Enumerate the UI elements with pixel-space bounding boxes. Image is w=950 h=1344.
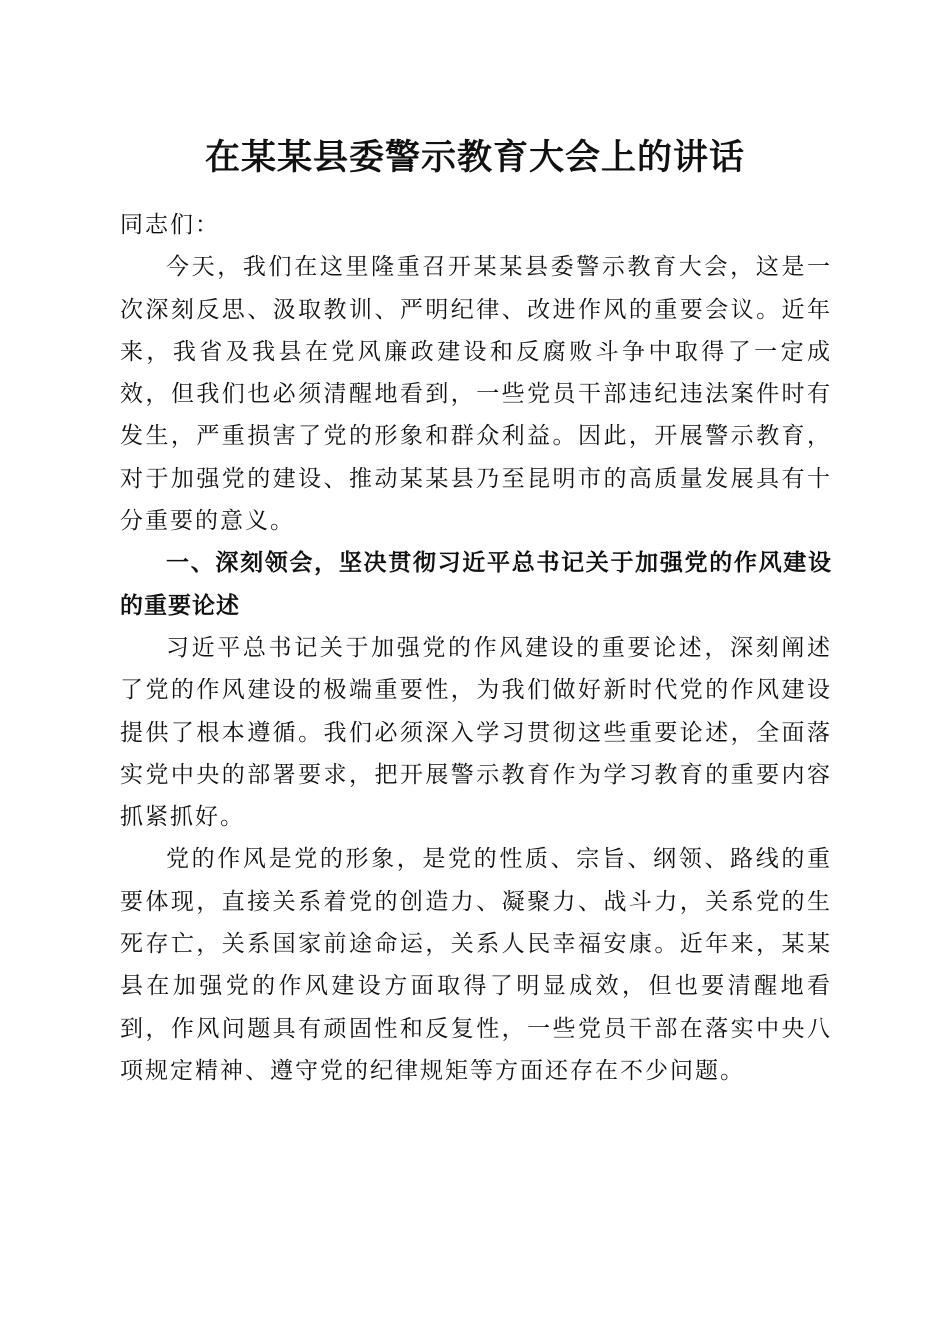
document-title: 在某某县委警示教育大会上的讲话 <box>204 137 745 178</box>
salutation: 同志们： <box>120 212 220 238</box>
document-body <box>120 204 832 1092</box>
paragraph-important-expositions: 习近平总书记关于加强党的作风建设的重要论述，深刻阐述了党的作风建设的极端重要性，为我们做好新时代党的作风建设提供了根本遵循。我们必须深入学习贯彻这些重要论述，全面落实党中央的部署要求，把开展警示教育作为学习教育的重要内容抓紧抓好。 <box>120 634 832 831</box>
paragraph-opening: 今天，我们在这里隆重召开某某县委警示教育大会，这是一次深刻反思、汲取教训、严明纪律、改进作风的重要会议。近年来，我省及我县在党风廉政建设和反腐败斗争中取得了一定成效，但我们也必须清醒地看到，一些党员干部违纪违法案件时有发生，严重损害了党的形象和群众利益。因此，开展警示教育，对于加强党的建设、推动某某县乃至昆明市的高质量发展具有十分重要的意义。 <box>120 254 832 535</box>
paragraph-party-style: 党的作风是党的形象，是党的性质、宗旨、纲领、路线的重要体现，直接关系着党的创造力、凝聚力、战斗力，关系党的生死存亡，关系国家前途命运，关系人民幸福安康。近年来，某某县在加强党的作风建设方面取得了明显成效，但也要清醒地看到，作风问题具有顽固性和反复性，一些党员干部在落实中央八项规定精神、遵守党的纪律规矩等方面还存在不少问题。 <box>120 846 832 1084</box>
section-heading-1: 一、深刻领会，坚决贯彻习近平总书记关于加强党的作风建设的重要论述 <box>120 550 832 619</box>
